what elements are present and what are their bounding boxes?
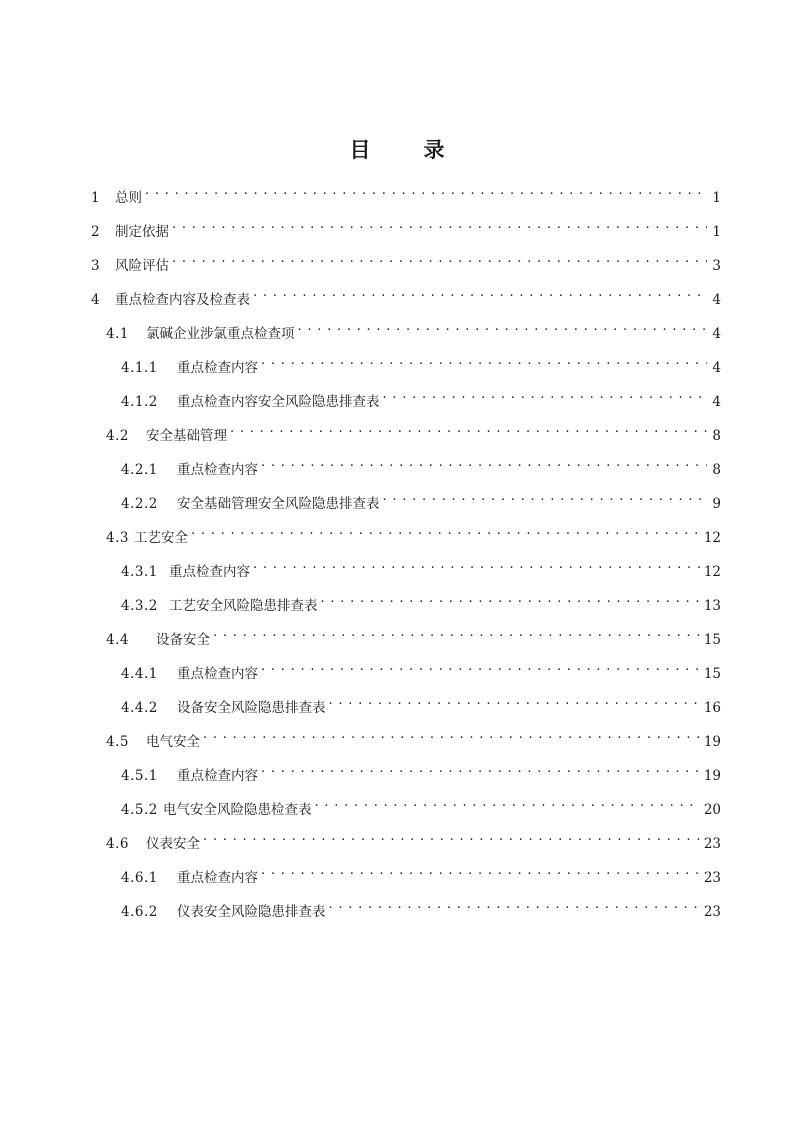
toc-entry-page: 23	[703, 836, 721, 852]
toc-entry-label: 电气安全	[146, 734, 200, 750]
toc-leader-dots	[203, 724, 700, 746]
toc-entry[interactable]	[106, 520, 721, 546]
toc-leader-dots	[315, 792, 700, 814]
toc-title: 目 录	[349, 137, 461, 162]
toc-leader-dots	[191, 520, 700, 542]
toc-entry-page: 15	[703, 632, 721, 648]
toc-entry[interactable]	[121, 452, 721, 478]
toc-leader-dots	[253, 282, 707, 304]
toc-entry-label: 仪表安全风险隐患排查表	[177, 904, 326, 920]
toc-entry-page: 4	[712, 394, 721, 410]
toc-entry[interactable]	[121, 758, 721, 784]
toc-entry[interactable]	[121, 860, 721, 886]
toc-entry-label: 工艺安全风险隐患排查表	[169, 598, 318, 614]
toc-entry-label: 制定依据	[115, 224, 169, 240]
toc-leader-dots	[321, 588, 700, 610]
toc-entry-number: 4.2	[106, 428, 129, 444]
toc-entry-label: 风险评估	[115, 258, 169, 274]
toc-leader-dots	[261, 452, 707, 474]
toc-entry-label: 重点检查内容安全风险隐患排查表	[177, 394, 380, 410]
toc-entry[interactable]	[121, 792, 721, 818]
toc-entry-page: 12	[703, 564, 721, 580]
toc-entry-page: 20	[703, 802, 721, 818]
toc-entry-number: 4.3.1	[121, 564, 158, 580]
toc-entry-label: 工艺安全	[134, 530, 188, 546]
toc-entry-page: 1	[712, 224, 721, 240]
toc-entry[interactable]	[91, 282, 721, 308]
toc-leader-dots	[261, 350, 707, 372]
toc-entry-label: 仪表安全	[146, 836, 200, 852]
toc-leader-dots	[329, 894, 700, 916]
toc-leader-dots	[383, 486, 708, 508]
toc-entry[interactable]	[91, 180, 721, 206]
toc-entry-number: 4.6.2	[121, 904, 158, 920]
toc-entry-label: 设备安全	[156, 632, 210, 648]
toc-entry-number: 4.2.1	[121, 462, 158, 478]
toc-entry-page: 1	[712, 190, 721, 206]
toc-entry-page: 23	[703, 904, 721, 920]
toc-entry[interactable]	[121, 588, 721, 614]
toc-entry-number: 4.6	[106, 836, 129, 852]
toc-entry-number: 3	[91, 258, 101, 274]
toc-entry-number: 4.5.1	[121, 768, 158, 784]
toc-entry-page: 12	[703, 530, 721, 546]
toc-entry-label: 重点检查内容	[177, 462, 258, 478]
toc-entry-label: 氯碱企业涉氯重点检查项	[146, 326, 295, 342]
toc-leader-dots	[329, 690, 700, 712]
toc-leader-dots	[213, 622, 700, 644]
toc-leader-dots	[203, 826, 700, 848]
toc-entry[interactable]	[121, 656, 721, 682]
toc-entry-label: 重点检查内容	[177, 666, 258, 682]
toc-entry[interactable]	[91, 248, 721, 274]
toc-entry-number: 1	[91, 190, 101, 206]
toc-entry-label: 安全基础管理安全风险隐患排查表	[177, 496, 380, 512]
toc-entry-label: 设备安全风险隐患排查表	[177, 700, 326, 716]
toc-leader-dots	[298, 316, 708, 338]
toc-entry-number: 4.5	[106, 734, 129, 750]
toc-leader-dots	[172, 248, 707, 270]
toc-entry-page: 3	[712, 258, 721, 274]
toc-entry-page: 16	[703, 700, 721, 716]
toc-entry[interactable]	[106, 826, 721, 852]
toc-entry-page: 23	[703, 870, 721, 886]
toc-entry[interactable]	[121, 690, 721, 716]
toc-entry-number: 4.4.1	[121, 666, 158, 682]
toc-entry-label: 重点检查内容	[177, 360, 258, 376]
toc-entry-page: 19	[703, 768, 721, 784]
toc-entry-number: 4.3	[106, 530, 129, 546]
toc-entry-page: 19	[703, 734, 721, 750]
toc-entry-number: 4.4.2	[121, 700, 158, 716]
toc-entry[interactable]	[121, 350, 721, 376]
toc-entry[interactable]	[121, 384, 721, 410]
toc-entry-number: 4.1	[106, 326, 129, 342]
toc-entry-page: 15	[703, 666, 721, 682]
toc-entry-number: 4.6.1	[121, 870, 158, 886]
toc-entry-label: 重点检查内容	[177, 870, 258, 886]
toc-entry-number: 4.3.2	[121, 598, 158, 614]
toc-entry-label: 重点检查内容	[169, 564, 250, 580]
toc-entry[interactable]	[106, 622, 721, 648]
toc-entry[interactable]	[106, 724, 721, 750]
toc-leader-dots	[261, 656, 700, 678]
toc-entry-page: 4	[712, 292, 721, 308]
toc-entry[interactable]	[106, 418, 721, 444]
toc-leader-dots	[261, 758, 700, 780]
toc-leader-dots	[230, 418, 707, 440]
toc-leader-dots	[253, 554, 700, 576]
toc-entry-label: 总则	[115, 190, 142, 206]
toc-entry-page: 4	[712, 326, 721, 342]
toc-leader-dots	[145, 180, 707, 202]
toc-entry-page: 9	[712, 496, 721, 512]
toc-entry-number: 4	[91, 292, 101, 308]
toc-entry-number: 4.1.2	[121, 394, 158, 410]
toc-entry-number: 2	[91, 224, 101, 240]
toc-entry-number: 4.4	[106, 632, 129, 648]
toc-entry-page: 8	[712, 462, 721, 478]
toc-entry-label: 重点检查内容	[177, 768, 258, 784]
toc-entry-number: 4.1.1	[121, 360, 158, 376]
toc-entry-label: 重点检查内容及检查表	[115, 292, 250, 308]
toc-entry-label: 安全基础管理	[146, 428, 227, 444]
toc-entry-page: 8	[712, 428, 721, 444]
toc-entry[interactable]	[121, 894, 721, 920]
toc-entry-label: 电气安全风险隐患检查表	[163, 802, 312, 818]
toc-entry-number: 4.2.2	[121, 496, 158, 512]
toc-entry[interactable]	[91, 214, 721, 240]
toc-entry-page: 4	[712, 360, 721, 376]
toc-entry[interactable]	[106, 316, 721, 342]
toc-entry-number: 4.5.2	[121, 802, 158, 818]
toc-leader-dots	[261, 860, 700, 882]
toc-entry[interactable]	[121, 554, 721, 580]
toc-leader-dots	[383, 384, 708, 406]
toc-entry[interactable]	[121, 486, 721, 512]
toc-entry-page: 13	[703, 598, 721, 614]
toc-leader-dots	[172, 214, 707, 236]
